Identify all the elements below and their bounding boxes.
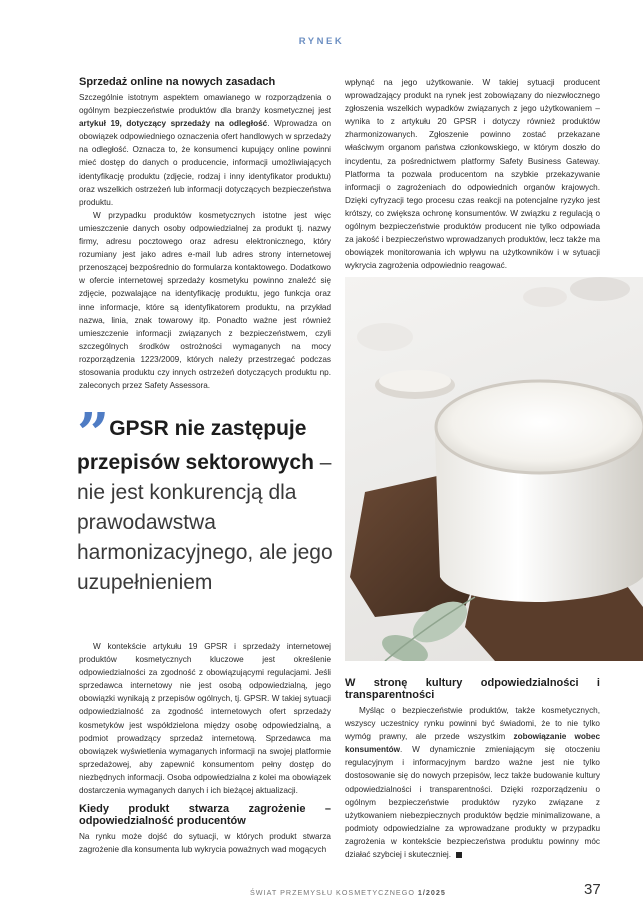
- footer: [250, 888, 446, 897]
- pull-quote-bold: GPSR nie zastępuje przepisów sektorowych: [77, 417, 314, 474]
- issue-number: 1/2025: [417, 888, 446, 897]
- pull-quote-text: – nie jest konkurencją dla prawodawstwa harmonizacyjnego, ale jego uzupełnieniem: [77, 451, 333, 594]
- emphasis: zobowiązanie wobec konsumentów: [345, 732, 600, 755]
- end-mark-icon: [456, 852, 462, 858]
- right-column-top: [345, 76, 600, 272]
- quote-mark-icon: ”: [77, 401, 110, 467]
- paragraph: Myśląc o bezpieczeństwie produktów, także kosmetycznych, wszyscy uczestnicy rynku powinni być świadomi, że to nie tylko wymóg prawny, ale przede wszystkim zobowiązanie wobec konsumentów. W dynamicznie zmieniającym się otoczeniu regulacyjnym i informacyjnym bardzo ważne jest nie tylko dostosowanie się do nowych przepisów, lecz także budowanie kultury odpowiedzialności i transparentności. Dzięki rozporządzeniu o ogólnym bezpieczeństwie produktów ryzyko związane z użytkowaniem niebezpiecznych produktów będzie minimalizowane, a podmioty odpowiedzialne za wprowadzane produkty w przypadku zagrożenia w kontekście bezpieczeństwa produktu powinny móc działać szybciej i skuteczniej.: [345, 706, 600, 860]
- paragraph: Szczególnie istotnym aspektem omawianego w rozporządzenia o ogólnym bezpieczeństwie produktów dla branży kosmetycznej jest artykuł 19, dotyczący sprzedaży na odległość. Wprowadza on obowiązek odpowiedniego oznaczenia ofert handlowych w sprzedaży na odległość. Oznacza to, że konsumenci kupujący online powinni mieć dostęp do danych o producencie, informacji umożliwiających identyfikację produktu (zdjęcie, rodzaj i inny identyfikator produktu) oraz wszelkich ostrzeżeń lub informacji dotyczących bezpieczeństwa produktu.: [79, 93, 331, 207]
- magazine-name: ŚWIAT PRZEMYSŁU KOSMETYCZNEGO: [250, 888, 415, 897]
- left-column-bottom: [79, 640, 331, 856]
- page-number: 37: [584, 881, 601, 898]
- cosmetic-cream-photo: [345, 277, 643, 661]
- paragraph: W kontekście artykułu 19 GPSR i sprzedaży internetowej produktów kosmetycznych kluczowe jest określenie odpowiedzialności za zgodność z obowiązującymi regulacjami. Jeśli sprzedawca internetowy nie jest osobą odpowiedzialną, jego obowiązki wynikają z przepisów ogólnych, tj. GPSR. W takiej sytuacji odpowiedzialność za zgodność internetowych ofert sprzedaży kosmetyków jest współdzielona między osobę odpowiedzialną, a podmiot prowadzący sprzedaż internetową. Sprzedawca ma obowiązek wyświetlenia wymaganych informacji na swojej platformie sprzedażowej, aby zapewnić konsumentom pełny dostęp do niezbędnych informacji. Osoba odpowiedzialna z kolei ma obowiązek dostarczenia wymaganych danych i ich bieżącej aktualizacji.: [79, 642, 331, 796]
- paragraph: Na rynku może dojść do sytuacji, w których produkt stwarza zagrożenie dla konsumenta lub wykrycia poważnych wad mogących: [79, 832, 331, 855]
- emphasis: artykuł 19, dotyczący sprzedaży na odległość: [79, 119, 268, 129]
- section-heading-online-sales: Sprzedaż online na nowych zasadach: [79, 76, 276, 88]
- left-column-top: [79, 76, 331, 392]
- cream-jar-illustration: [345, 277, 643, 661]
- section-heading-hazard: Kiedy produkt stwarza zagrożenie – odpowiedzialność producentów: [79, 803, 331, 828]
- paragraph: W przypadku produktów kosmetycznych istotne jest więc umieszczenie danych osoby odpowiedzialnej za produkt tj. nazwy firmy, adresu pocztowego oraz adresu elektronicznego, który rozumiany jest jako adres e-mail lub adres strony internetowej przenoszącej bezpośrednio do formularza kontaktowego. Dodatkowo w ofercie internetowej sprzedaży kosmetyku powinno znaleźć się zdjęcie, pozwalające na identyfikację produktu, jego funkcja oraz inne informacje, które są identyfikatorem produktu, na przykład nazwa, linia, znak towarowy itp. Ponadto ważne jest również umieszczenie informacji związanych z bezpieczeństwem, czyli szczególnych środków ostrożności wymaganych na mocy rozporządzenia 1223/2009, których należy przestrzegać podczas stosowania produktu czy innych ostrzeżeń dotyczących produktu np. zaleconych przez Safety Assessora.: [79, 210, 331, 391]
- pull-quote: [77, 401, 337, 598]
- paragraph: wpłynąć na jego użytkowanie. W takiej sytuacji producent wprowadzający produkt na rynek jest zobowiązany do niezwłocznego zgłoszenia wszelkich wypadków związanych z jego użytkowaniem – wynika to z artykułu 20 GPSR i dotyczy również produktów zharmonizowanych. Zgłoszenie powinno zostać przekazane właściwym organom państwa członkowskiego, w którym doszło do incydentu, za pośrednictwem platformy Safety Business Gateway. Platforma ta pozwala producentom na szybkie przekazywanie informacji o zagrożeniach do odpowiednich organów krajowych. Dzięki cyfryzacji tego procesu czas reakcji na potencjalne ryzyko jest krótszy, co zwiększa ochronę konsumentów. W związku z regulacją o ogólnym bezpieczeństwie produktów producent nie tylko odpowiada za jakość i bezpieczeństwo wprowadzanych produktów, lecz także ma obowiązek monitorowania ich wpływu na użytkowników i w sytuacji wykrycia zagrożenia odpowiednio reagować.: [345, 78, 600, 271]
- right-column-bottom: [345, 677, 600, 861]
- section-heading-culture: W stronę kultury odpowiedzialności i transparentności: [345, 677, 600, 701]
- section-label: RYNEK: [298, 36, 345, 47]
